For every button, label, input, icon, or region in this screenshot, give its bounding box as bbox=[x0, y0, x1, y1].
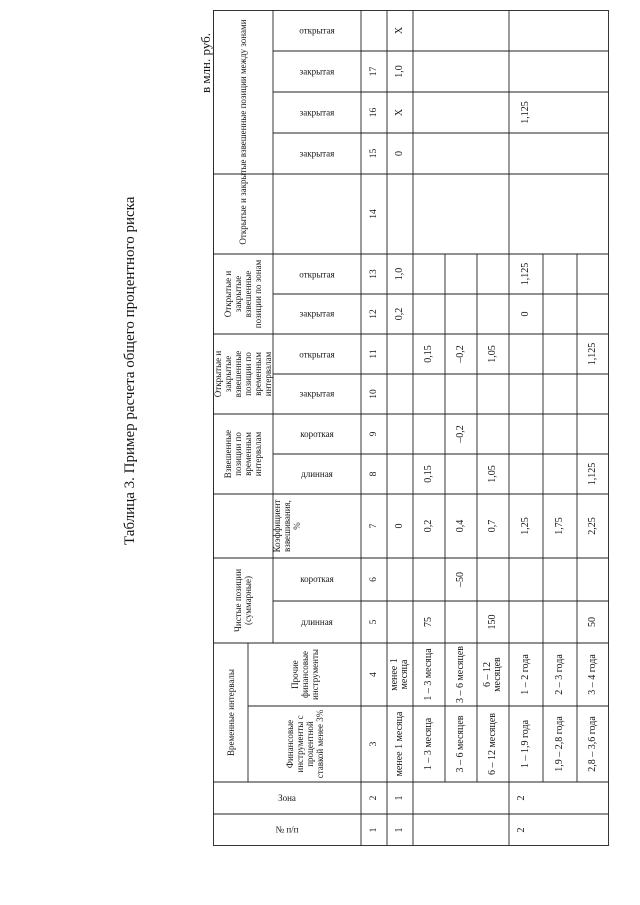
row-n-zone2: 2 bbox=[516, 827, 527, 833]
between-c15-zone2: 1,125 bbox=[520, 101, 531, 124]
row-net-short bbox=[543, 558, 577, 601]
col-weighted: Взвешенные позиции по временным интервалам bbox=[223, 429, 263, 479]
weighted-short-label: короткая bbox=[300, 429, 334, 440]
zone1-open: 1,0 bbox=[394, 267, 405, 281]
col-number: 4 bbox=[369, 672, 379, 677]
between-c14-label: закрытая bbox=[299, 148, 335, 159]
between-c17-label: открытая bbox=[299, 25, 335, 36]
row-weighted-long bbox=[445, 454, 477, 494]
row-oc-interval-closed bbox=[509, 374, 543, 414]
row-oc-interval-open bbox=[509, 334, 543, 374]
between-c16-label: закрытая bbox=[299, 66, 335, 77]
zone1-closed: 0,2 bbox=[394, 307, 405, 321]
oc-interval-closed-label: закрытая bbox=[299, 389, 335, 399]
col-oc-between: Открытые и закрытые взвешенные позиции между зонами bbox=[238, 19, 248, 245]
row-net-long: 150 bbox=[487, 614, 498, 630]
col-number: 7 bbox=[369, 523, 379, 529]
col-zone: Зона bbox=[278, 793, 296, 804]
row-weighted-short bbox=[387, 414, 413, 454]
row-weighted-short bbox=[577, 414, 609, 454]
col-n: № п/п bbox=[275, 825, 299, 836]
row-weighted-short bbox=[543, 414, 577, 454]
row-interval-other: 2 – 3 года bbox=[554, 654, 565, 695]
col-number: 14 bbox=[369, 209, 379, 219]
interest-risk-table bbox=[213, 10, 609, 846]
row-weighted-long: 1,125 bbox=[587, 462, 598, 486]
row-net-long bbox=[509, 601, 543, 643]
row-interval-low: менее 1 месяца bbox=[394, 711, 405, 777]
row-net-short bbox=[509, 558, 543, 601]
row-interval-low: 3 – 6 месяцев bbox=[455, 715, 466, 773]
row-net-short bbox=[477, 558, 509, 601]
row-weighted-long: 1,05 bbox=[487, 465, 498, 483]
row-interval-low: 1 – 1,9 года bbox=[520, 719, 531, 769]
row-interval-other: 6 – 12 месяцев bbox=[482, 657, 503, 692]
col-intervals-other: Прочие финансовые инструменты bbox=[289, 649, 320, 700]
between-c17: X bbox=[394, 26, 405, 35]
col-number: 9 bbox=[369, 431, 379, 437]
row-net-long: 75 bbox=[423, 617, 434, 627]
row-oc-interval-closed bbox=[477, 374, 509, 414]
row-oc-interval-closed bbox=[543, 374, 577, 414]
row-oc-interval-closed bbox=[577, 374, 609, 414]
row-interval-low: 1,9 – 2,8 года bbox=[554, 716, 565, 772]
row-oc-interval-open: 1,05 bbox=[487, 345, 498, 363]
between-c16: 1,0 bbox=[394, 65, 405, 78]
net-long-label: длинная bbox=[301, 617, 333, 627]
row-interval-low: 1 – 3 месяца bbox=[423, 717, 434, 771]
row-weighted-short bbox=[413, 414, 445, 454]
col-number: 2 bbox=[369, 795, 379, 801]
between-c14: 0 bbox=[394, 151, 405, 156]
col-number: 8 bbox=[369, 471, 379, 477]
col-number: 12 bbox=[369, 309, 379, 319]
row-n-zone1: 1 bbox=[394, 827, 405, 833]
col-number: 1 bbox=[369, 827, 379, 833]
row-interval-other: менее 1 месяца bbox=[389, 658, 410, 691]
row-weighted-short bbox=[509, 414, 543, 454]
row-net-long bbox=[387, 601, 413, 643]
table-title: Таблица 3. Пример расчета общего процентного риска bbox=[122, 196, 138, 545]
row-interval-low: 6 – 12 месяцев bbox=[487, 712, 498, 776]
row-weighted-long bbox=[543, 454, 577, 494]
row-interval-low: 2,8 – 3,6 года bbox=[587, 716, 598, 772]
row-oc-interval-open: 0,15 bbox=[423, 345, 434, 363]
row-coef: 2,25 bbox=[587, 517, 598, 535]
col-net: Чистые позиции (суммарные) bbox=[233, 568, 253, 633]
row-zone1: 1 bbox=[394, 795, 405, 801]
row-weighted-short: –0,2 bbox=[455, 425, 466, 443]
row-weighted-long bbox=[387, 454, 413, 494]
col-number: 6 bbox=[369, 577, 379, 582]
oc-zone-open-label: открытая bbox=[299, 269, 335, 280]
row-interval-other: 3 – 6 месяцев bbox=[455, 645, 466, 704]
row-interval-other: 1 – 2 года bbox=[520, 654, 531, 695]
between-c15-label: закрытая bbox=[299, 107, 335, 118]
row-net-long: 50 bbox=[587, 617, 598, 627]
net-short-label: короткая bbox=[300, 574, 334, 585]
row-interval-other: 3 – 4 года bbox=[587, 654, 598, 695]
row-coef: 1,75 bbox=[554, 517, 565, 535]
row-coef: 0,4 bbox=[455, 519, 466, 533]
col-intervals: Временные интервалы bbox=[225, 669, 236, 756]
col-number: 11 bbox=[369, 349, 379, 359]
col-oc-interval: Открытые и закрытые взвешенные позиции по временным интервалам bbox=[213, 350, 273, 398]
row-oc-interval-closed bbox=[445, 374, 477, 414]
row-oc-interval-closed bbox=[387, 374, 413, 414]
row-oc-interval-open: –0,2 bbox=[455, 345, 466, 363]
col-number: 13 bbox=[369, 269, 379, 279]
unit-label: в млн. руб. bbox=[198, 32, 213, 94]
col-number: 5 bbox=[369, 619, 379, 625]
row-net-short bbox=[577, 558, 609, 601]
row-oc-interval-open bbox=[543, 334, 577, 374]
oc-zone-closed-label: закрытая bbox=[299, 309, 335, 319]
col-number: 15 bbox=[369, 148, 379, 159]
col-number: 16 bbox=[369, 107, 379, 118]
col-number: 10 bbox=[369, 389, 379, 399]
row-coef: 0 bbox=[394, 523, 405, 529]
row-interval-other: 1 – 3 месяца bbox=[423, 648, 434, 701]
zone2-open: 1,125 bbox=[520, 262, 531, 286]
row-weighted-long: 0,15 bbox=[423, 465, 434, 483]
oc-interval-open-label: открытая bbox=[299, 349, 335, 360]
col-coef: Коэффициент взвешивания, % bbox=[272, 499, 302, 553]
col-oc-zone: Открытые и закрытые взвешенные позиции по зонам bbox=[223, 259, 263, 329]
row-oc-interval-open: 1,125 bbox=[587, 342, 598, 366]
row-zone2: 2 bbox=[516, 795, 527, 801]
col-intervals-low: Финансовые инструменты с процентной ставкой менее 3% bbox=[284, 709, 325, 779]
row-coef: 0,2 bbox=[423, 519, 434, 533]
col-number: 3 bbox=[369, 741, 379, 747]
row-net-short bbox=[413, 558, 445, 601]
row-net-short bbox=[387, 558, 413, 601]
row-net-long bbox=[445, 601, 477, 643]
between-c15: X bbox=[394, 108, 405, 117]
row-oc-interval-open bbox=[387, 334, 413, 374]
row-weighted-long bbox=[509, 454, 543, 494]
row-oc-interval-closed bbox=[413, 374, 445, 414]
weighted-long-label: длинная bbox=[301, 469, 333, 479]
row-net-long bbox=[543, 601, 577, 643]
row-coef: 0,7 bbox=[487, 519, 498, 533]
row-weighted-short bbox=[477, 414, 509, 454]
zone2-closed: 0 bbox=[520, 311, 531, 317]
row-coef: 1,25 bbox=[520, 517, 531, 535]
col-number: 17 bbox=[369, 66, 379, 77]
row-net-short: –50 bbox=[455, 572, 466, 587]
